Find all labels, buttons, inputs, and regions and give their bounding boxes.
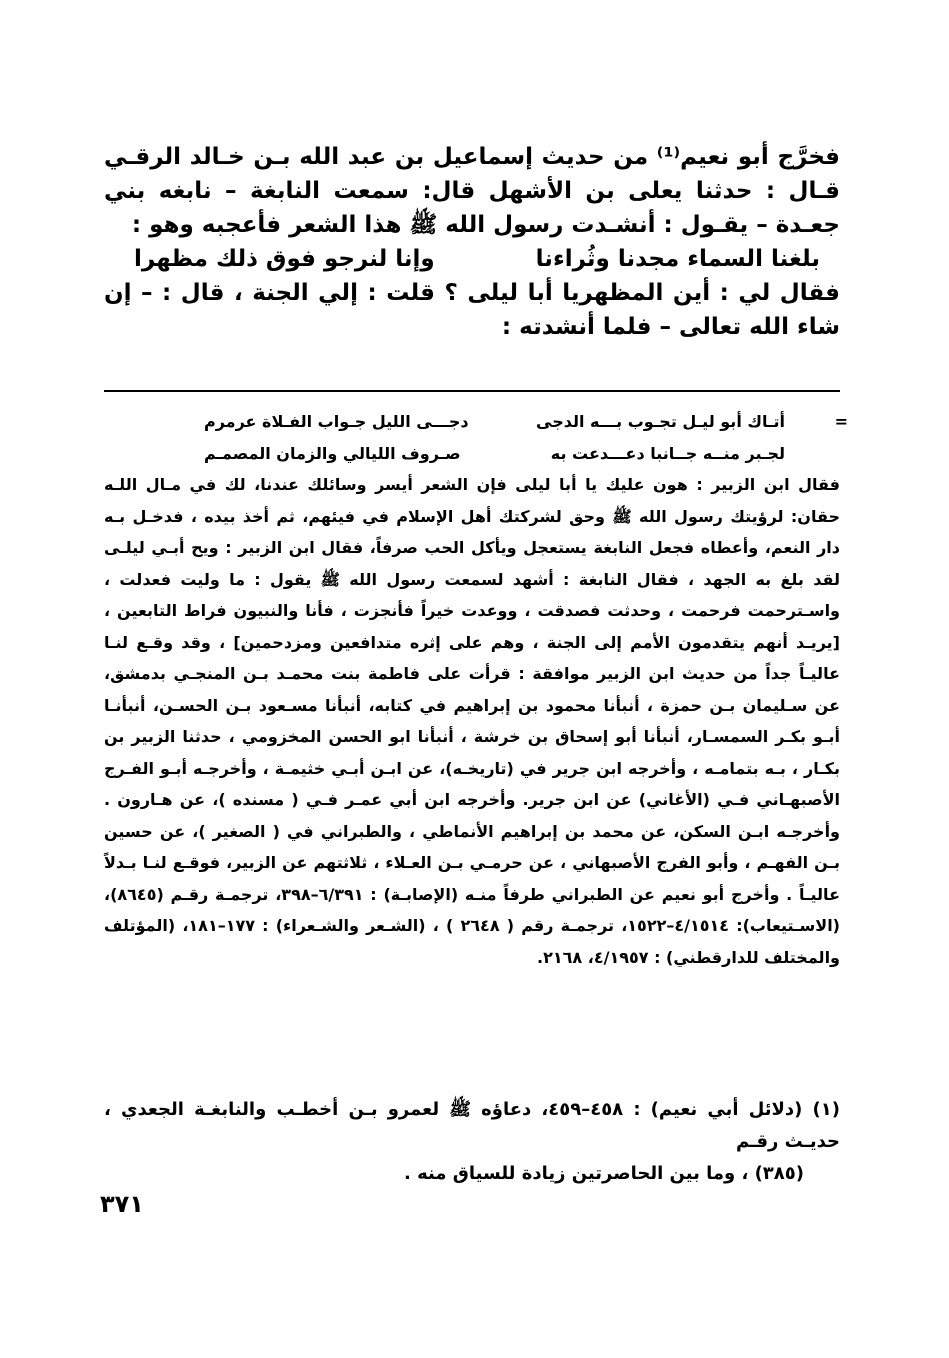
poem-verse bbox=[104, 242, 840, 276]
footnote-line-1: (١) (دلائل أبي نعيم) : ٤٥٨–٤٥٩، دعاؤه ﷺ لعمرو بـن أخطـب والنابغـة الجعدي ، حديـث رقـم bbox=[104, 1099, 840, 1152]
main-paragraph-2: فقال لي : أين المظهريا أبا ليلى ؟ قلت : إلي الجنة ، قال : – إن شاء الله تعالى – فلما أنشدته : bbox=[104, 280, 840, 340]
notes-poem-2-second: صـروف الليالي والزمان المصمـم bbox=[204, 443, 461, 463]
continuation-marker: = bbox=[834, 412, 848, 431]
poem-first-hemistich: بلغنا السماء مجدنا وثُراءنا bbox=[535, 246, 820, 272]
notes-poem-1-second: دجـــى الليل جـواب الفـلاة عرمرم bbox=[204, 412, 469, 431]
notes-section bbox=[104, 406, 848, 973]
notes-body: فقال ابن الزبير : هون عليك يا أبا ليلى فإن الشعر أيسر وسائلك عندنا، لك في مـال اللـه حقان: لرؤيتك رسول الله ﷺ وحق لشركتك أهل الإسلام في فيئهم، ثم أخذ بيده ، فدخـل بـه دار النعم، وأعطاه فجعل النابغة يستعجل ويأكل الحب صرفاً، فقال ابن الزبير : ويح أبـي ليلـى لقد بلغ به الجهد ، فقال النابغة : أشهد لسمعت رسول الله ﷺ يقول : ما وليت فعدلت ، واسـترحمت فرحمت ، وحدثت فصدقت ، ووعدت خيراً فأنجزت ، فأنا والنبيون فراط التابعين ، [يريـد أنهم يتقدمون الأمم إلى الجنة ، وهم على إثره متدافعين ومزدحمين] ، وقد وقـع لنـا عاليـاً جداً من حديث ابن الزبير موافقة : قرأت على فاطمة بنت محمـد بـن المنجـي بدمشق، عن سـليمان بـن حمزة ، أنبأنا محمود بن إبراهيم في كتابه، أنبأنا مسـعود بـن الحسـن، أنبأنـا أبـو بكـر السمسـار، أنبأنا أبو إسحاق بن خرشة ، أنبأنا ابو الحسن المخزومي ، حدثنا الزبير بن بكـار ، بـه بتمامـه ، وأخرجه ابن جرير في (تاريخـه)، عن ابـن أبـي خثيمـة ، وأخرجـه أبـو الفـرج الأصبهـاني فـي (الأغاني) عن ابن جرير. وأخرجه ابن أبي عمـر فـي ( مسنده )، عن هـارون . وأخرجـه ابـن السكن، عن محمد بن إبراهيم الأنماطي ، والطبراني في ( الصغير )، عن حسين بـن الفهـم ، وأبو الفرج الأصبهاني ، عن حرمـي بـن العـلاء ، ثلاثتهم عن الزبير، فوقـع لنـا بـدلاً عاليـاً . وأخرج أبو نعيم عن الطبراني طرفاً منـه (الإصابـة) : ٦/٣٩١–٣٩٨، ترجمـة رقـم (٨٦٤٥)، (الاسـتيعاب): ٤/١٥١٤–١٥٢٢، ترجمـة رقم ( ٢٦٤٨ ) ، (الشـعر والشـعراء) : ١٧٧–١٨١، (المؤتلف والمختلف للدارقطني) : ٤/١٩٥٧، ٢١٦٨. bbox=[104, 475, 840, 967]
main-text bbox=[104, 140, 840, 344]
notes-poem-verse-2 bbox=[104, 438, 840, 470]
footnote-line-2: (٣٨٥) ، وما بين الحاصرتين زيادة للسياق منه . bbox=[404, 1163, 804, 1184]
notes-poem-2-first: لجـبر منــه جــانبا دعـــدعت به bbox=[550, 443, 785, 463]
footnote-divider bbox=[104, 390, 840, 392]
main-paragraph-1: فخرَّج أبو نعيم⁽¹⁾ من حديث إسماعيل بن عبد الله بـن خـالد الرقـي قـال : حدثنا يعلى بن الأشهل قال: سمعت النابغة – نابغه بني جعـدة – يقـول : أنشـدت رسول الله ﷺ هذا الشعر فأعجبه وهو : bbox=[104, 144, 840, 238]
poem-second-hemistich: وإنا لنرجو فوق ذلك مظهرا bbox=[134, 246, 435, 272]
footnote bbox=[104, 1094, 840, 1190]
page-number: ٣٧١ bbox=[100, 1190, 144, 1218]
notes-poem-verse-1 bbox=[104, 406, 848, 438]
notes-poem-1-first: أتـاك أبو ليـل تجـوب بـــه الدجى bbox=[536, 412, 785, 431]
